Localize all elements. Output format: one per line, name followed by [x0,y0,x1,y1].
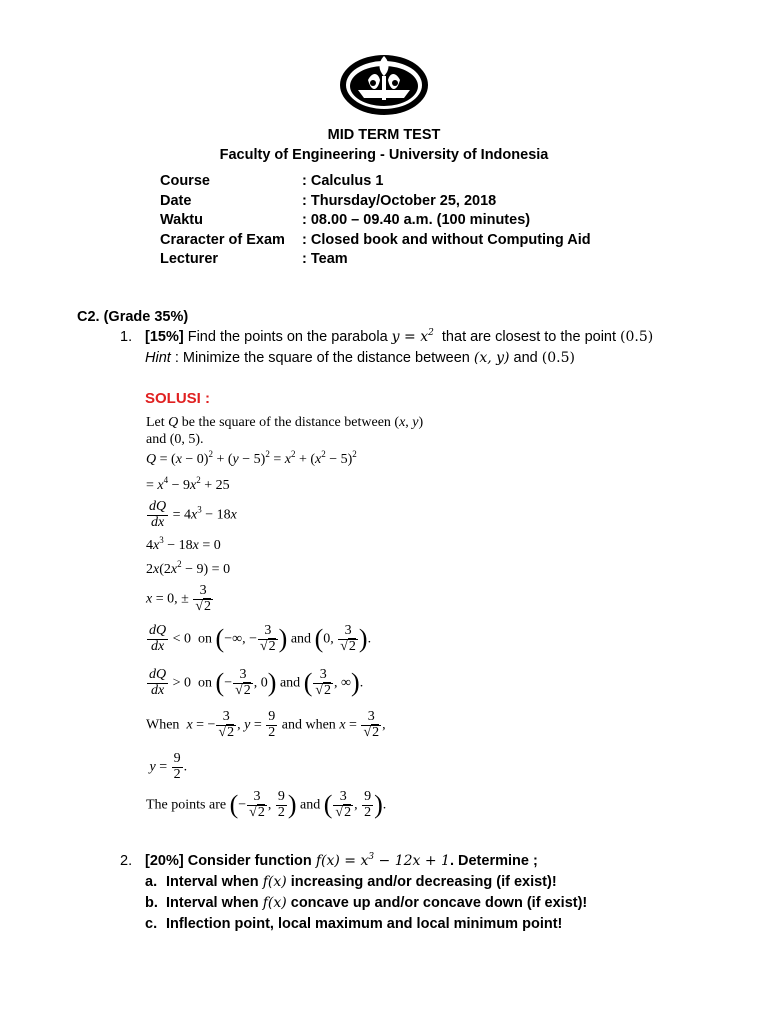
hint-and: and [513,350,538,366]
info-value: : Closed book and without Computing Aid [302,231,591,248]
info-row-date [160,192,591,212]
info-value: : 08.00 – 09.40 a.m. (100 minutes) [302,212,531,228]
question-1-weight: [15%] [145,329,184,345]
faculty-line: Faculty of Engineering - University of Indonesia [219,147,549,163]
question-2-item-b: b. Interval when f(x) concave up and/or concave down (if exist)! [145,895,588,911]
info-row-course [160,172,591,192]
info-row-character [160,231,591,251]
question-2-prompt-2: . Determine ; [449,853,538,869]
target-point: (0.5) [620,329,654,345]
solution-line-5: $\frac{dQ}{dx}$ = $4x^3 - 18x$ [149,499,237,530]
info-label: Waktu [160,212,203,228]
question-2-number: 2. [120,853,133,869]
hint-text: : Minimize the square of the distance between [174,350,470,366]
question-1-number: 1. [120,329,133,345]
info-label: Craracter of Exam [160,231,285,248]
exam-title: MID TERM TEST [327,127,441,143]
solution-line-6: $4x^3 - 18x = 0$ [146,535,221,553]
question-1-prompt: Find the points on the parabola [187,329,388,345]
info-value: : Calculus 1 [302,173,384,189]
info-row-lecturer [160,250,591,270]
info-label: Lecturer [160,251,219,267]
solution-line-7: $2x(2x^2 - 9) = 0$ [146,559,231,577]
section-heading: C2. (Grade 35%) [77,309,189,325]
hint-label: Hint [145,350,171,366]
info-label: Course [160,173,210,189]
info-row-time [160,211,591,231]
solution-line-8: x = 0, ± $\frac{3}{√2}$ [146,583,211,614]
solution-line-9: $\frac{dQ}{dx}$ < 0 on (−∞, − $\frac{3}{√2}$ ) and (0, $\frac{3}{√2}$ ). [149,623,372,654]
question-2-prompt: Consider function [187,853,312,869]
university-logo [338,50,430,116]
solution-line-2: and (0, 5). [146,432,204,447]
info-value: : Thursday/October 25, 2018 [302,192,497,209]
solution-heading: SOLUSI : [145,390,211,407]
question-1-hint [145,350,575,366]
question-1-text [145,329,653,345]
solution-line-12: y = $\frac{9}{2}$ . [149,751,188,782]
info-value: : Team [302,251,348,267]
question-1-prompt-2: that are closest to the point [441,329,617,345]
solution-line-3: $Q = (x - 0)^2 + (y - 5)^2 = x^2 + (x^2 - 5)^2$ [146,449,357,467]
info-label: Date [160,192,192,209]
solution-line-4: = $x^4 - 9x^2 + 25$ [146,475,230,493]
question-2-item-c: c. Inflection point, local maximum and local minimum point! [145,916,563,932]
solution-line-11: When x = − $\frac{3}{√2}$ , y = $\frac{9}{2}$ and when x = $\frac{3}{√2}$ , [146,709,386,740]
solution-line-13: The points are (− $\frac{3}{√2}$ , $\frac{9}{2}$ ) and ( $\frac{3}{√2}$ , $\frac{9}{2}$ ). [146,789,387,820]
solution-line-1: Let Q be the square of the distance between (x, y) [146,415,424,430]
question-2-item-a: a. Interval when f(x) increasing and/or decreasing (if exist)! [145,874,557,890]
hint-point: (0.5) [541,350,575,366]
question-2-text [145,853,538,869]
function-equation: $f(x) = x^3 - 12x + 1$ [315,852,450,869]
exam-info-table [160,172,591,270]
parabola-equation: $y = x^2$ [391,328,434,345]
hint-xy: (x, y) [473,350,510,366]
solution-line-10: $\frac{dQ}{dx}$ > 0 on (− $\frac{3}{√2}$ , 0) and ( $\frac{3}{√2}$ , ∞). [149,667,364,698]
question-2-weight: [20%] [145,853,184,869]
